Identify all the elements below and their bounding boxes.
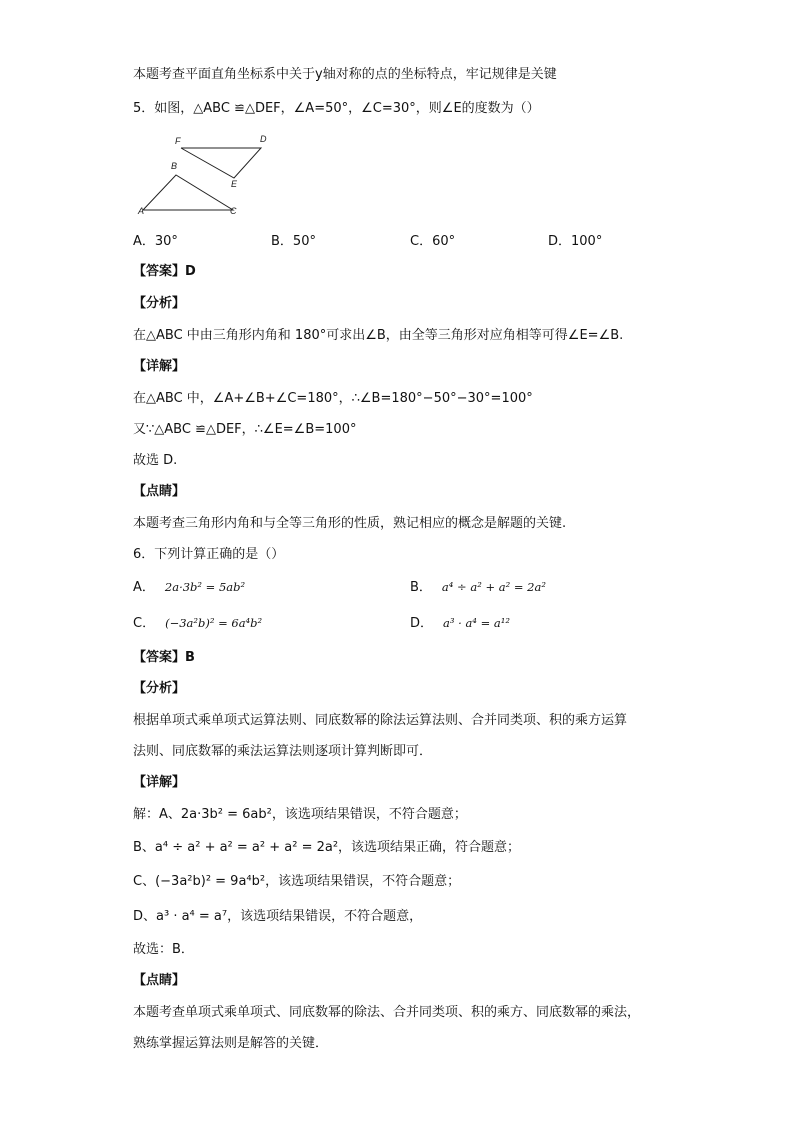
label-A: A xyxy=(138,206,145,216)
q6-analysis-title: 【分析】 xyxy=(133,681,186,696)
q6-detail-d: D、a³ · a⁴ = a⁷，该选项结果错误，不符合题意， xyxy=(133,909,423,924)
q6-option-a-expr: 2a·3b² = 5ab² xyxy=(164,580,246,594)
q6-detail-c: C、(−3a²b)² = 9a⁴b²，该选项结果错误，不符合题意； xyxy=(133,874,461,889)
q6-comment-1: 本题考查单项式乘单项式、同底数幂的除法、合并同类项、积的乘方、同底数幂的乘法， xyxy=(133,1005,641,1020)
q5-option-b: B．50° xyxy=(271,234,316,249)
q6-option-c-label: C． xyxy=(133,616,156,631)
q6-option-b-label: B． xyxy=(410,580,432,595)
q6-option-d-label: D． xyxy=(410,616,434,631)
q5-stem: 5．如图，△ABC ≌△DEF，∠A=50°，∠C=30°，则∠E的度数为（） xyxy=(133,101,540,116)
q6-detail-a: 解：A、2a·3b² = 6ab²，该选项结果错误，不符合题意； xyxy=(133,807,467,822)
q5-comment: 本题考查三角形内角和与全等三角形的性质，熟记相应的概念是解题的关键. xyxy=(133,516,567,531)
q6-conclusion: 故选：B． xyxy=(133,942,194,957)
q5-analysis: 在△ABC 中由三角形内角和 180°可求出∠B，由全等三角形对应角相等可得∠E=∠B. xyxy=(133,328,624,343)
q5-detail-1: 在△ABC 中，∠A+∠B+∠C=180°，∴∠B=180°−50°−30°=100° xyxy=(133,391,533,406)
q6-analysis-2: 法则、同底数幂的乘法运算法则逐项计算判断即可． xyxy=(133,744,433,759)
q5-answer: 【答案】D xyxy=(133,264,196,279)
q6-option-a xyxy=(133,577,245,598)
q5-option-c: C．60° xyxy=(410,234,456,249)
q5-analysis-title: 【分析】 xyxy=(133,296,186,311)
q6-option-c xyxy=(133,613,262,634)
q6-detail-b: B、a⁴ ÷ a² + a² = a² + a² = 2a²，该选项结果正确，符合题意； xyxy=(133,840,521,855)
q6-option-a-label: A． xyxy=(133,580,155,595)
label-C: C xyxy=(230,206,237,216)
q5-comment-title: 【点睛】 xyxy=(133,484,186,499)
label-D: D xyxy=(260,134,267,144)
q6-detail-title: 【详解】 xyxy=(133,775,186,790)
q6-comment-2: 熟练掌握运算法则是解答的关键． xyxy=(133,1036,329,1051)
q6-comment-title: 【点睛】 xyxy=(133,973,186,988)
label-E: E xyxy=(231,179,238,189)
label-F: F xyxy=(175,136,181,146)
q6-stem: 6．下列计算正确的是（） xyxy=(133,547,285,562)
q5-detail-2: 又∵△ABC ≌△DEF，∴∠E=∠B=100° xyxy=(133,422,357,437)
q6-option-c-expr: (−3a²b)² = 6a⁴b² xyxy=(165,616,263,630)
q5-option-d: D．100° xyxy=(548,234,603,249)
q6-option-b xyxy=(410,577,546,598)
intro-note: 本题考查平面直角坐标系中关于y轴对称的点的坐标特点，牢记规律是关键 xyxy=(133,67,557,82)
q5-detail-title: 【详解】 xyxy=(133,359,186,374)
q5-detail-3: 故选 D. xyxy=(133,453,178,468)
q6-analysis-1: 根据单项式乘单项式运算法则、同底数幂的除法运算法则、合并同类项、积的乘方运算 xyxy=(133,713,628,728)
q6-option-d-expr: a³ · a⁴ = a¹² xyxy=(443,616,510,630)
q6-answer: 【答案】B xyxy=(133,650,195,665)
q6-option-b-expr: a⁴ ÷ a² + a² = 2a² xyxy=(441,580,546,594)
q6-option-d xyxy=(410,613,510,634)
label-B: B xyxy=(171,161,178,171)
q5-option-a: A．30° xyxy=(133,234,178,249)
triangle-figure xyxy=(133,132,273,222)
